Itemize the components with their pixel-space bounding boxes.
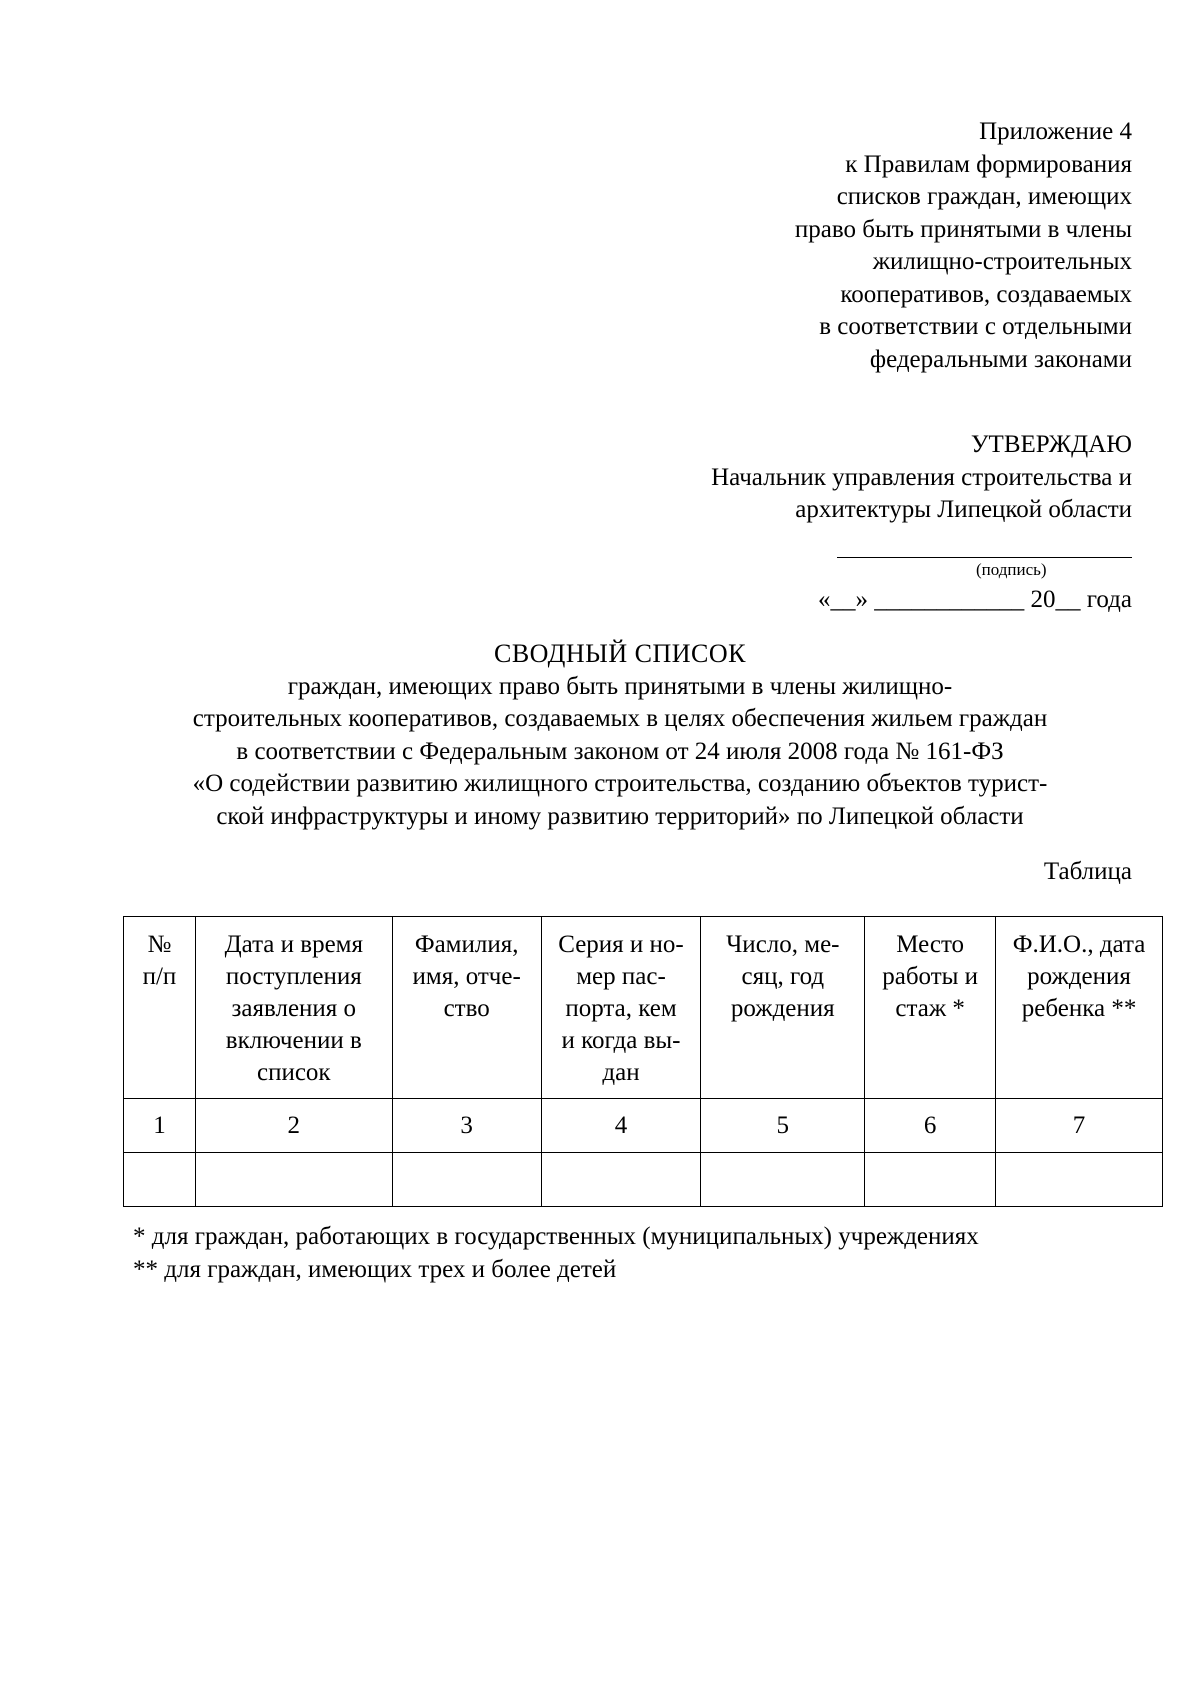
approval-block xyxy=(711,429,1132,527)
header-cell-child: Ф.И.О., дата рождения ребенка ** xyxy=(996,917,1163,1099)
header-cell-birth-date: Число, ме- сяц, год рождения xyxy=(701,917,865,1099)
annex-line: федеральными законами xyxy=(869,345,1132,373)
footnote: ** для граждан, имеющих трех и более детей xyxy=(133,1256,617,1283)
approver-position: архитектуры Липецкой области xyxy=(795,496,1132,523)
column-number-cell: 3 xyxy=(392,1099,541,1153)
annex-block xyxy=(795,116,1132,376)
title-line: ской инфраструктуры и иному развитию территорий» по Липецкой области xyxy=(216,802,1024,830)
annex-line: жилищно-строительных xyxy=(872,248,1132,275)
footnotes xyxy=(133,1220,979,1286)
citizens-list-table xyxy=(123,916,1163,1207)
empty-cell xyxy=(124,1153,196,1207)
table-row xyxy=(124,1153,1163,1207)
header-cell-workplace: Место работы и стаж * xyxy=(865,917,996,1099)
annex-line: списков граждан, имеющих xyxy=(836,183,1132,210)
approve-word: УТВЕРЖДАЮ xyxy=(970,431,1132,458)
table-header-row xyxy=(124,917,1163,1099)
approval-date-line: «__» ____________ 20__ года xyxy=(818,586,1132,613)
column-number-cell: 4 xyxy=(541,1099,701,1153)
annex-line: Приложение 4 xyxy=(979,118,1132,145)
annex-line: право быть принятыми в члены xyxy=(794,215,1132,243)
column-number-cell: 5 xyxy=(701,1099,865,1153)
title-line: «О содействии развитию жилищного строительства, созданию объектов турист- xyxy=(192,770,1048,797)
signature-line xyxy=(837,557,1132,558)
header-cell-application-date: Дата и время поступления заявления о включении в список xyxy=(195,917,392,1099)
signature-caption: (подпись) xyxy=(976,560,1047,579)
header-cell-full-name: Фамилия, имя, отче- ство xyxy=(392,917,541,1099)
annex-line: кооперативов, создаваемых xyxy=(840,280,1132,308)
annex-line: в соответствии с отдельными xyxy=(819,313,1132,340)
table-label: Таблица xyxy=(1043,858,1132,885)
document-title xyxy=(0,638,1200,833)
empty-cell xyxy=(701,1153,865,1207)
header-cell-number: № п/п xyxy=(124,917,196,1099)
column-number-cell: 7 xyxy=(996,1099,1163,1153)
column-number-cell: 6 xyxy=(865,1099,996,1153)
title-heading: СВОДНЫЙ СПИСОК xyxy=(494,639,746,668)
title-line: строительных кооперативов, создаваемых в целях обеспечения жильем граждан xyxy=(192,705,1048,732)
table-column-numbers-row xyxy=(124,1099,1163,1153)
annex-line: к Правилам формирования xyxy=(845,150,1132,178)
empty-cell xyxy=(996,1153,1163,1207)
title-line: в соответствии с Федеральным законом от 24 июля 2008 года № 161-ФЗ xyxy=(236,737,1004,765)
empty-cell xyxy=(392,1153,541,1207)
empty-cell xyxy=(541,1153,701,1207)
empty-cell xyxy=(865,1153,996,1207)
footnote: * для граждан, работающих в государственных (муниципальных) учреждениях xyxy=(133,1223,979,1250)
column-number-cell: 1 xyxy=(124,1099,196,1153)
header-cell-passport: Серия и но- мер пас- порта, кем и когда вы- дан xyxy=(541,917,701,1099)
approver-position: Начальник управления строительства и xyxy=(711,463,1132,491)
title-line: граждан, имеющих право быть принятыми в члены жилищно- xyxy=(287,672,953,700)
column-number-cell: 2 xyxy=(195,1099,392,1153)
empty-cell xyxy=(195,1153,392,1207)
